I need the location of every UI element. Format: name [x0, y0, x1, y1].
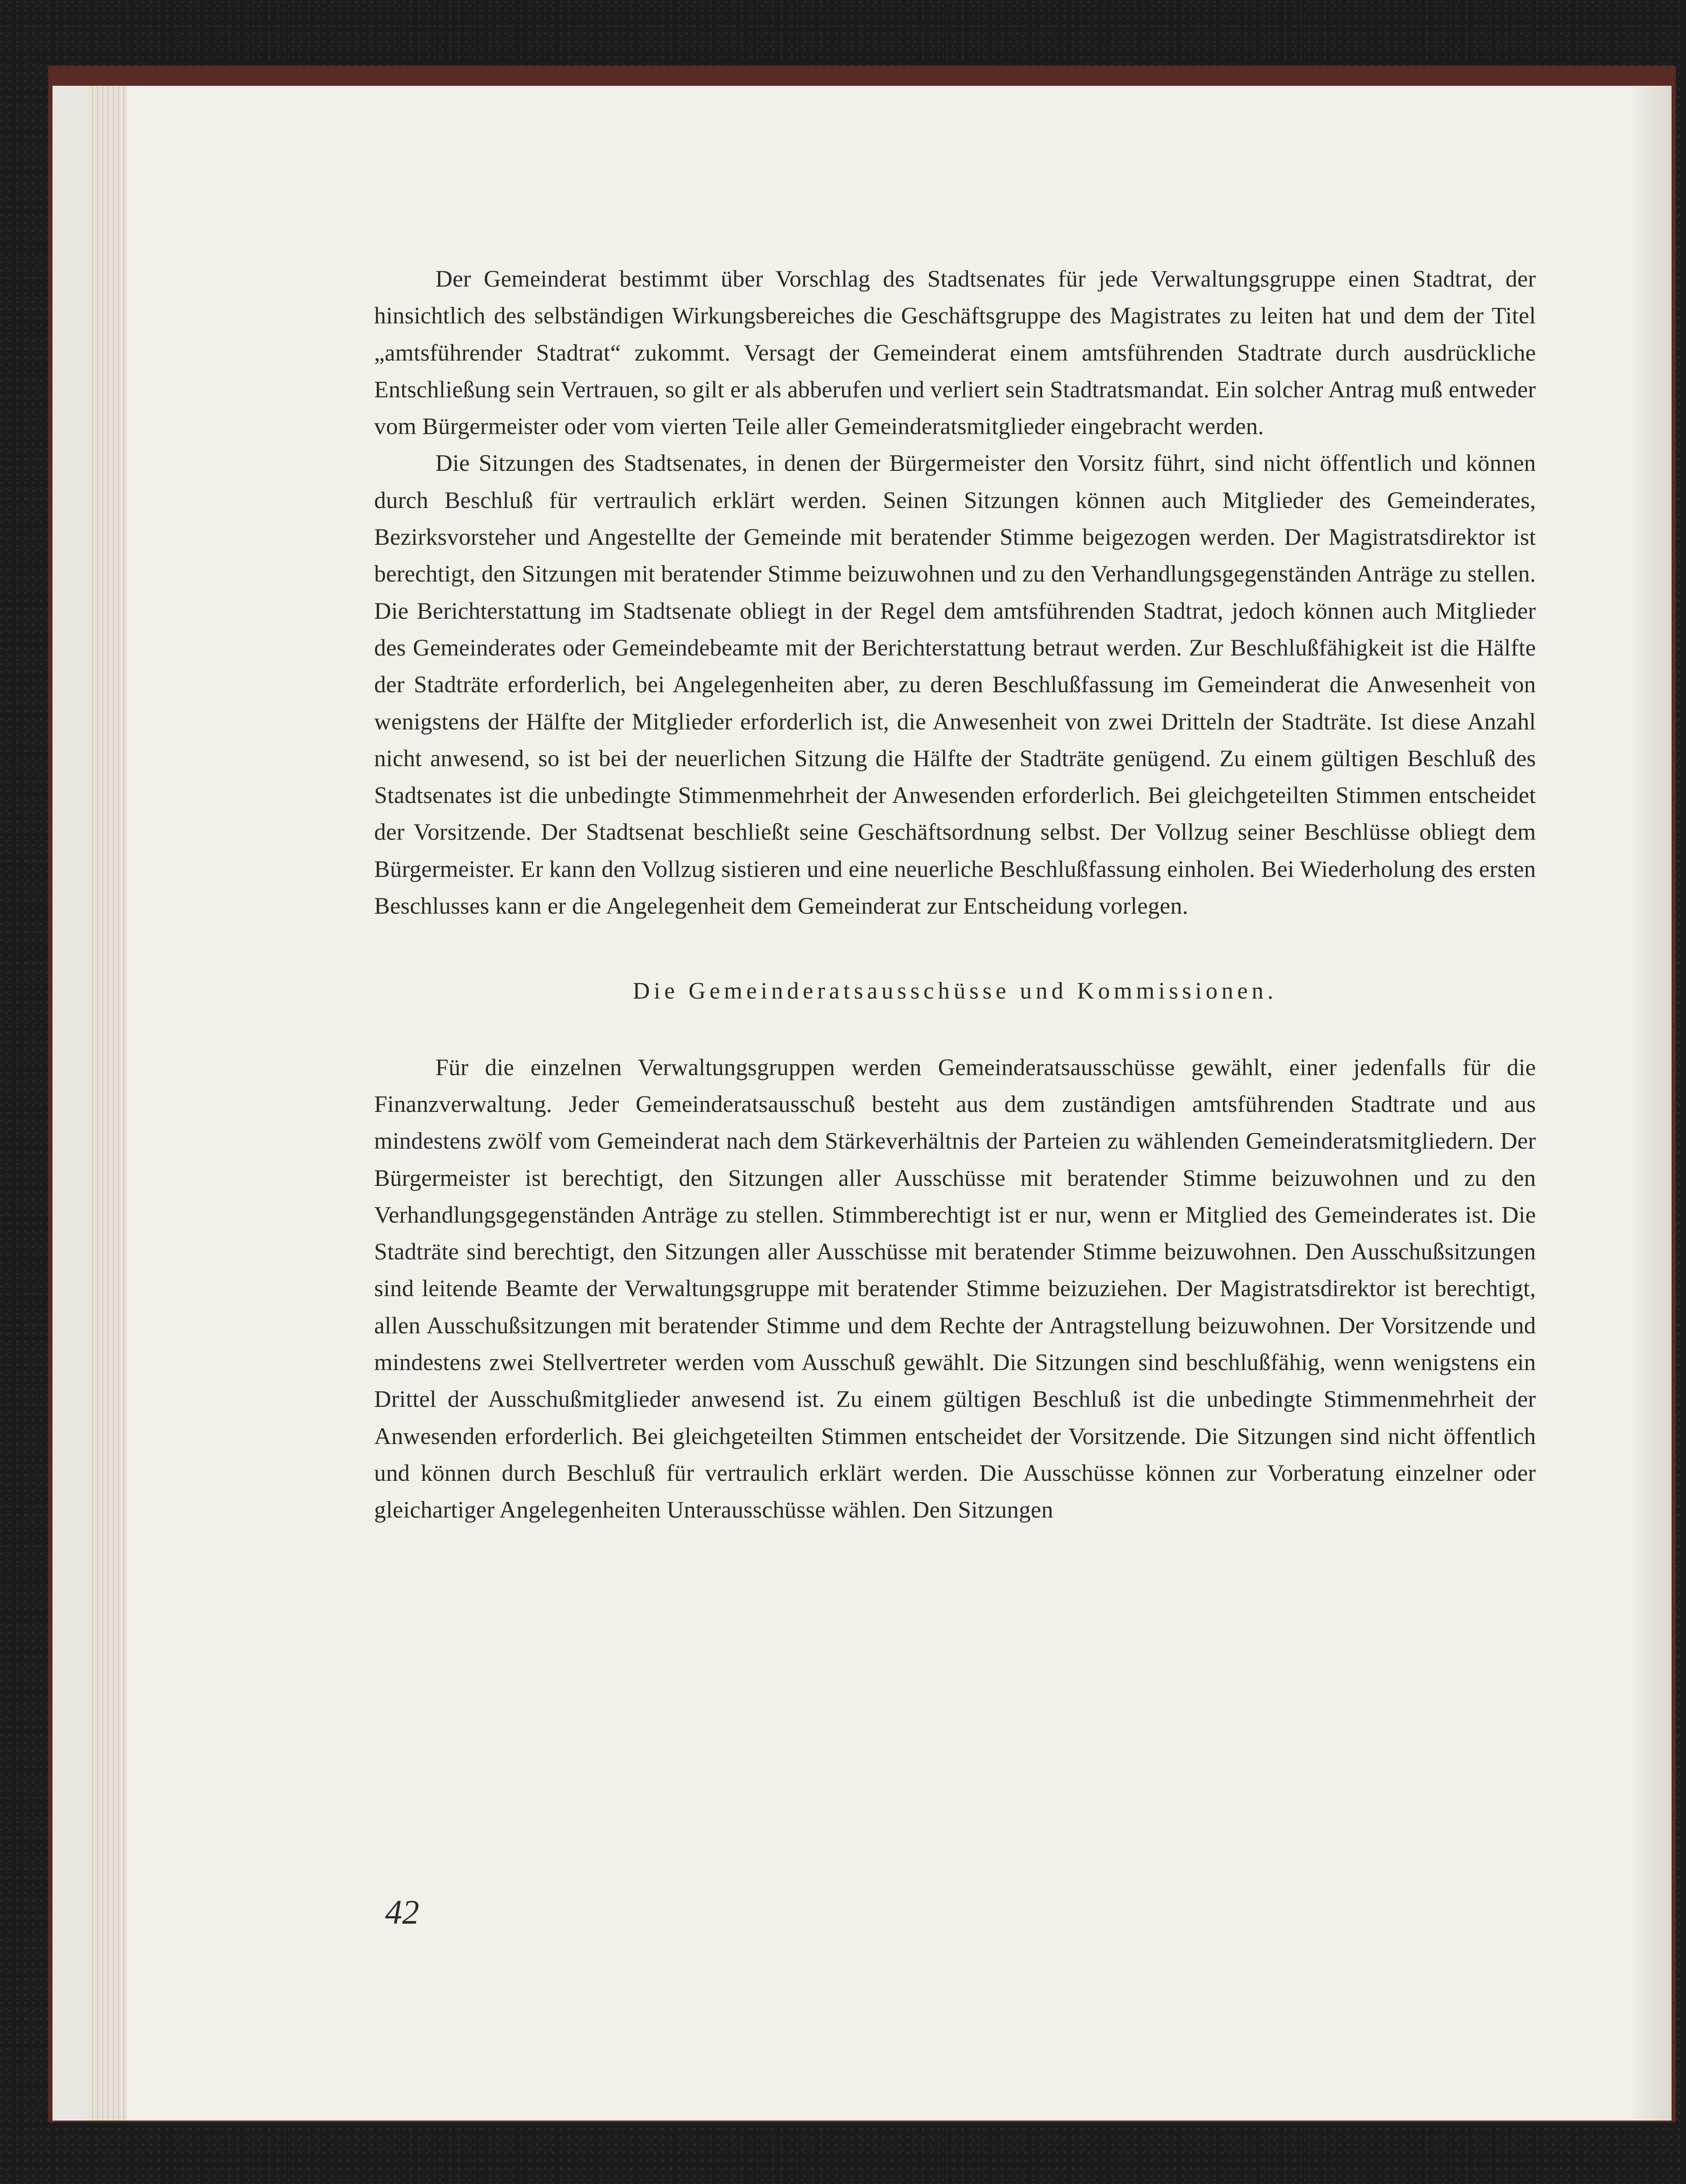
section-heading: Die Gemeinderatsausschüsse und Kommissionen. [633, 978, 1277, 1004]
page-right-edge [1628, 86, 1672, 2121]
page-number: 42 [385, 1893, 419, 1931]
paragraph-ausschuesse: Für die einzelnen Verwaltungsgruppen werden Gemeinderatsausschüsse gewählt, einer jedenfalls für die Finanzverwaltung. Jeder Gemeinderatsausschuß besteht aus dem zuständigen amtsführenden Stadtrate und aus mindestens zwölf vom Gemeinderat nach dem Stärkeverhältnis der Parteien zu wählenden Gemeinderatsmitgliedern. Der Bürgermeister ist berechtigt, den Sitzungen aller Ausschüsse mit beratender Stimme beizuwohnen und zu den Verhandlungsgegenständen Anträge zu stellen. Stimmberechtigt ist er nur, wenn er Mitglied des Gemeinderates ist. Die Stadträte sind berechtigt, den Sitzungen aller Ausschüsse mit beratender Stimme beizuwohnen. Den Ausschußsitzungen sind leitende Beamte der Verwaltungsgruppe mit beratender Stimme beizuziehen. Der Magistratsdirektor ist berechtigt, allen Ausschußsitzungen mit beratender Stimme und dem Rechte der Antragstellung beizuwohnen. Der Vorsitzende und mindestens zwei Stellvertreter werden vom Ausschuß gewählt. Die Sitzungen sind beschlußfähig, wenn wenigstens ein Drittel der Ausschußmitglieder anwesend ist. Zu einem gültigen Beschluß ist die unbedingte Stimmenmehrheit der Anwesenden erforderlich. Bei gleichgeteilten Stimmen entscheidet der Vorsitzende. Die Sitzungen sind nicht öffentlich und können durch Beschluß für vertraulich erklärt werden. Die Ausschüsse können zur Vorberatung einzelner oder gleichartiger Angelegenheiten Unterausschüsse wählen. Den Sitzungen [374, 1054, 1536, 1523]
page-stack-edge [88, 86, 127, 2121]
paragraph-stadtsenat-sitzungen: Die Sitzungen des Stadtsenates, in denen der Bürgermeister den Vorsitz führt, sind nicht öffentlich und können durch Beschluß für vertraulich erklärt werden. Seinen Sitzungen können auch Mitglieder des Gemeinderates, Bezirksvorsteher und Angestellte der Gemeinde mit beratender Stimme beigezogen werden. Der Magistratsdirektor ist berechtigt, den Sitzungen mit beratender Stimme beizuwohnen und zu den Verhandlungsgegenständen Anträge zu stellen. Die Berichterstattung im Stadtsenate obliegt in der Regel dem amtsführenden Stadtrat, jedoch können auch Mitglieder des Gemeinderates oder Gemeindebeamte mit der Berichterstattung betraut werden. Zur Beschlußfähigkeit ist die Hälfte der Stadträte erforderlich, bei Angelegenheiten aber, zu deren Beschlußfassung im Gemeinderat die Anwesenheit von wenigstens der Hälfte der Mitglieder erforderlich ist, die Anwesenheit von zwei Dritteln der Stadträte. Ist diese Anzahl nicht anwesend, so ist bei der neuerlichen Sitzung die Hälfte der Stadträte genügend. Zu einem gültigen Beschluß des Stadtsenates ist die unbedingte Stimmenmehrheit der Anwesenden erforderlich. Bei gleichgeteilten Stimmen entscheidet der Vorsitzende. Der Stadtsenat beschließt seine Geschäftsordnung selbst. Der Vollzug seiner Beschlüsse obliegt dem Bürgermeister. Er kann den Vollzug sistieren und eine neuerliche Beschlußfassung einholen. Bei Wiederholung des ersten Beschlusses kann er die Angelegenheit dem Gemeinderat zur Entscheidung vorlegen. [374, 450, 1536, 919]
paragraph-stadtrat: Der Gemeinderat bestimmt über Vorschlag des Stadtsenates für jede Verwaltungsgruppe einen Stadtrat, der hinsichtlich des selbständigen Wirkungsbereiches die Geschäftsgruppe des Magistrates zu leiten hat und dem der Titel „amtsführender Stadtrat“ zukommt. Versagt der Gemeinderat einem amtsführenden Stadtrate durch ausdrückliche Entschließung sein Vertrauen, so gilt er als abberufen und verliert sein Stadtratsmandat. Ein solcher Antrag muß entweder vom Bürgermeister oder vom vierten Teile aller Gemeinderatsmitglieder eingebracht werden. [374, 266, 1536, 440]
page-text [374, 260, 1536, 1528]
